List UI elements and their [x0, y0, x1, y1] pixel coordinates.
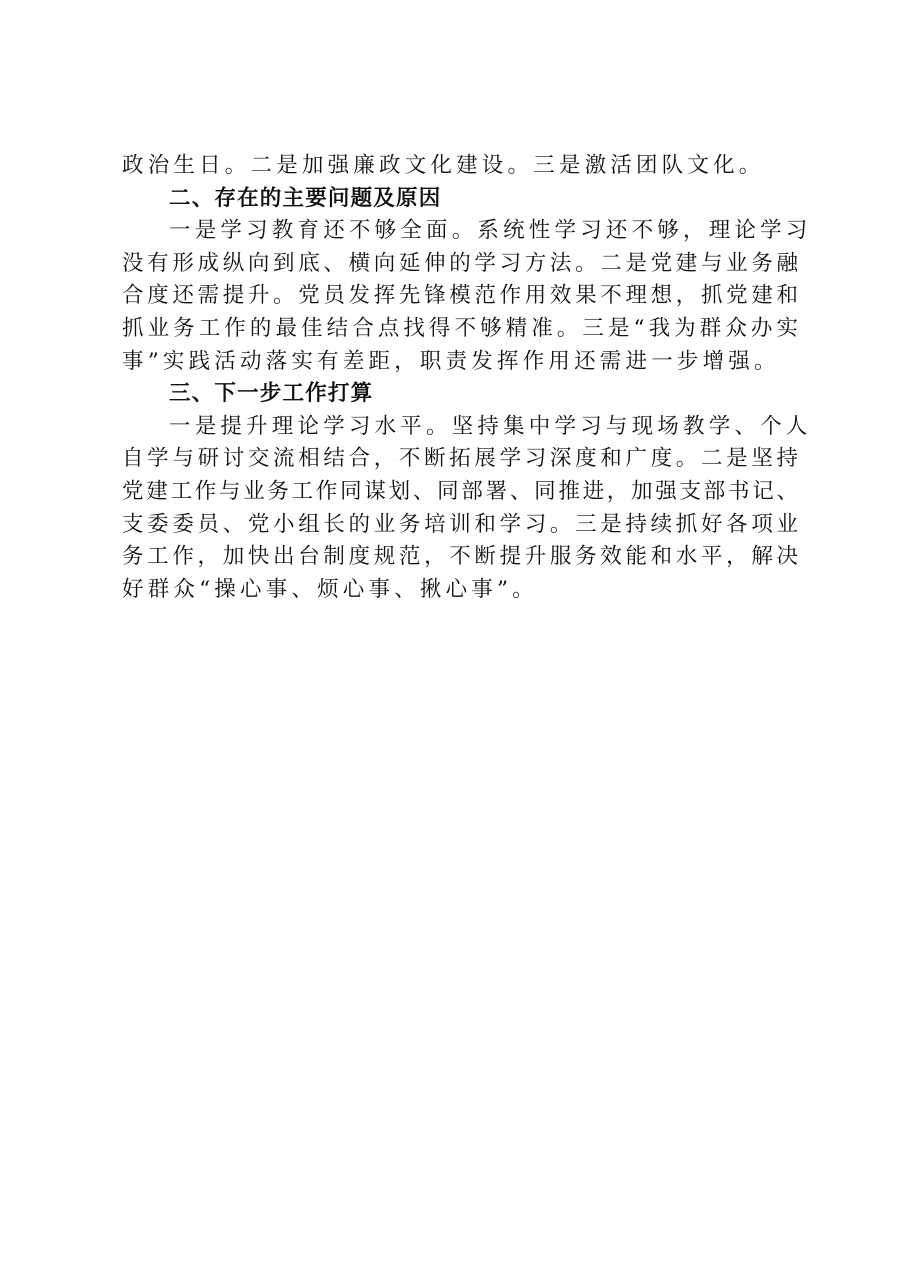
section-heading: 二、存在的主要问题及原因	[169, 185, 442, 211]
paragraph-line: 事”实践活动落实有差距，职责发挥作用还需进一步增强。	[122, 348, 780, 374]
paragraph-line: 好群众“操心事、烦心事、揪心事”。	[122, 576, 538, 602]
paragraph-line: 没有形成纵向到底、横向延伸的学习方法。二是党建与业务融	[122, 250, 798, 276]
paragraph-line: 党建工作与业务工作同谋划、同部署、同推进，加强支部书记、	[122, 478, 798, 504]
paragraph-line: 务工作，加快出台制度规范，不断提升服务效能和水平，解决	[122, 544, 798, 570]
paragraph-line: 自学与研讨交流相结合，不断拓展学习深度和广度。二是坚持	[122, 446, 798, 472]
section-heading: 三、下一步工作打算	[169, 381, 374, 407]
paragraph-line: 合度还需提升。党员发挥先锋模范作用效果不理想，抓党建和	[122, 283, 798, 309]
paragraph-line: 一是提升理论学习水平。坚持集中学习与现场教学、个人	[169, 413, 812, 439]
paragraph-line: 抓业务工作的最佳结合点找得不够精准。三是“我为群众办实	[122, 315, 798, 341]
document-body	[122, 150, 812, 606]
paragraph-line: 一是学习教育还不够全面。系统性学习还不够，理论学习	[169, 218, 812, 244]
paragraph-line: 支委委员、党小组长的业务培训和学习。三是持续抓好各项业	[122, 511, 798, 537]
paragraph-line: 政治生日。二是加强廉政文化建设。三是激活团队文化。	[122, 153, 765, 178]
